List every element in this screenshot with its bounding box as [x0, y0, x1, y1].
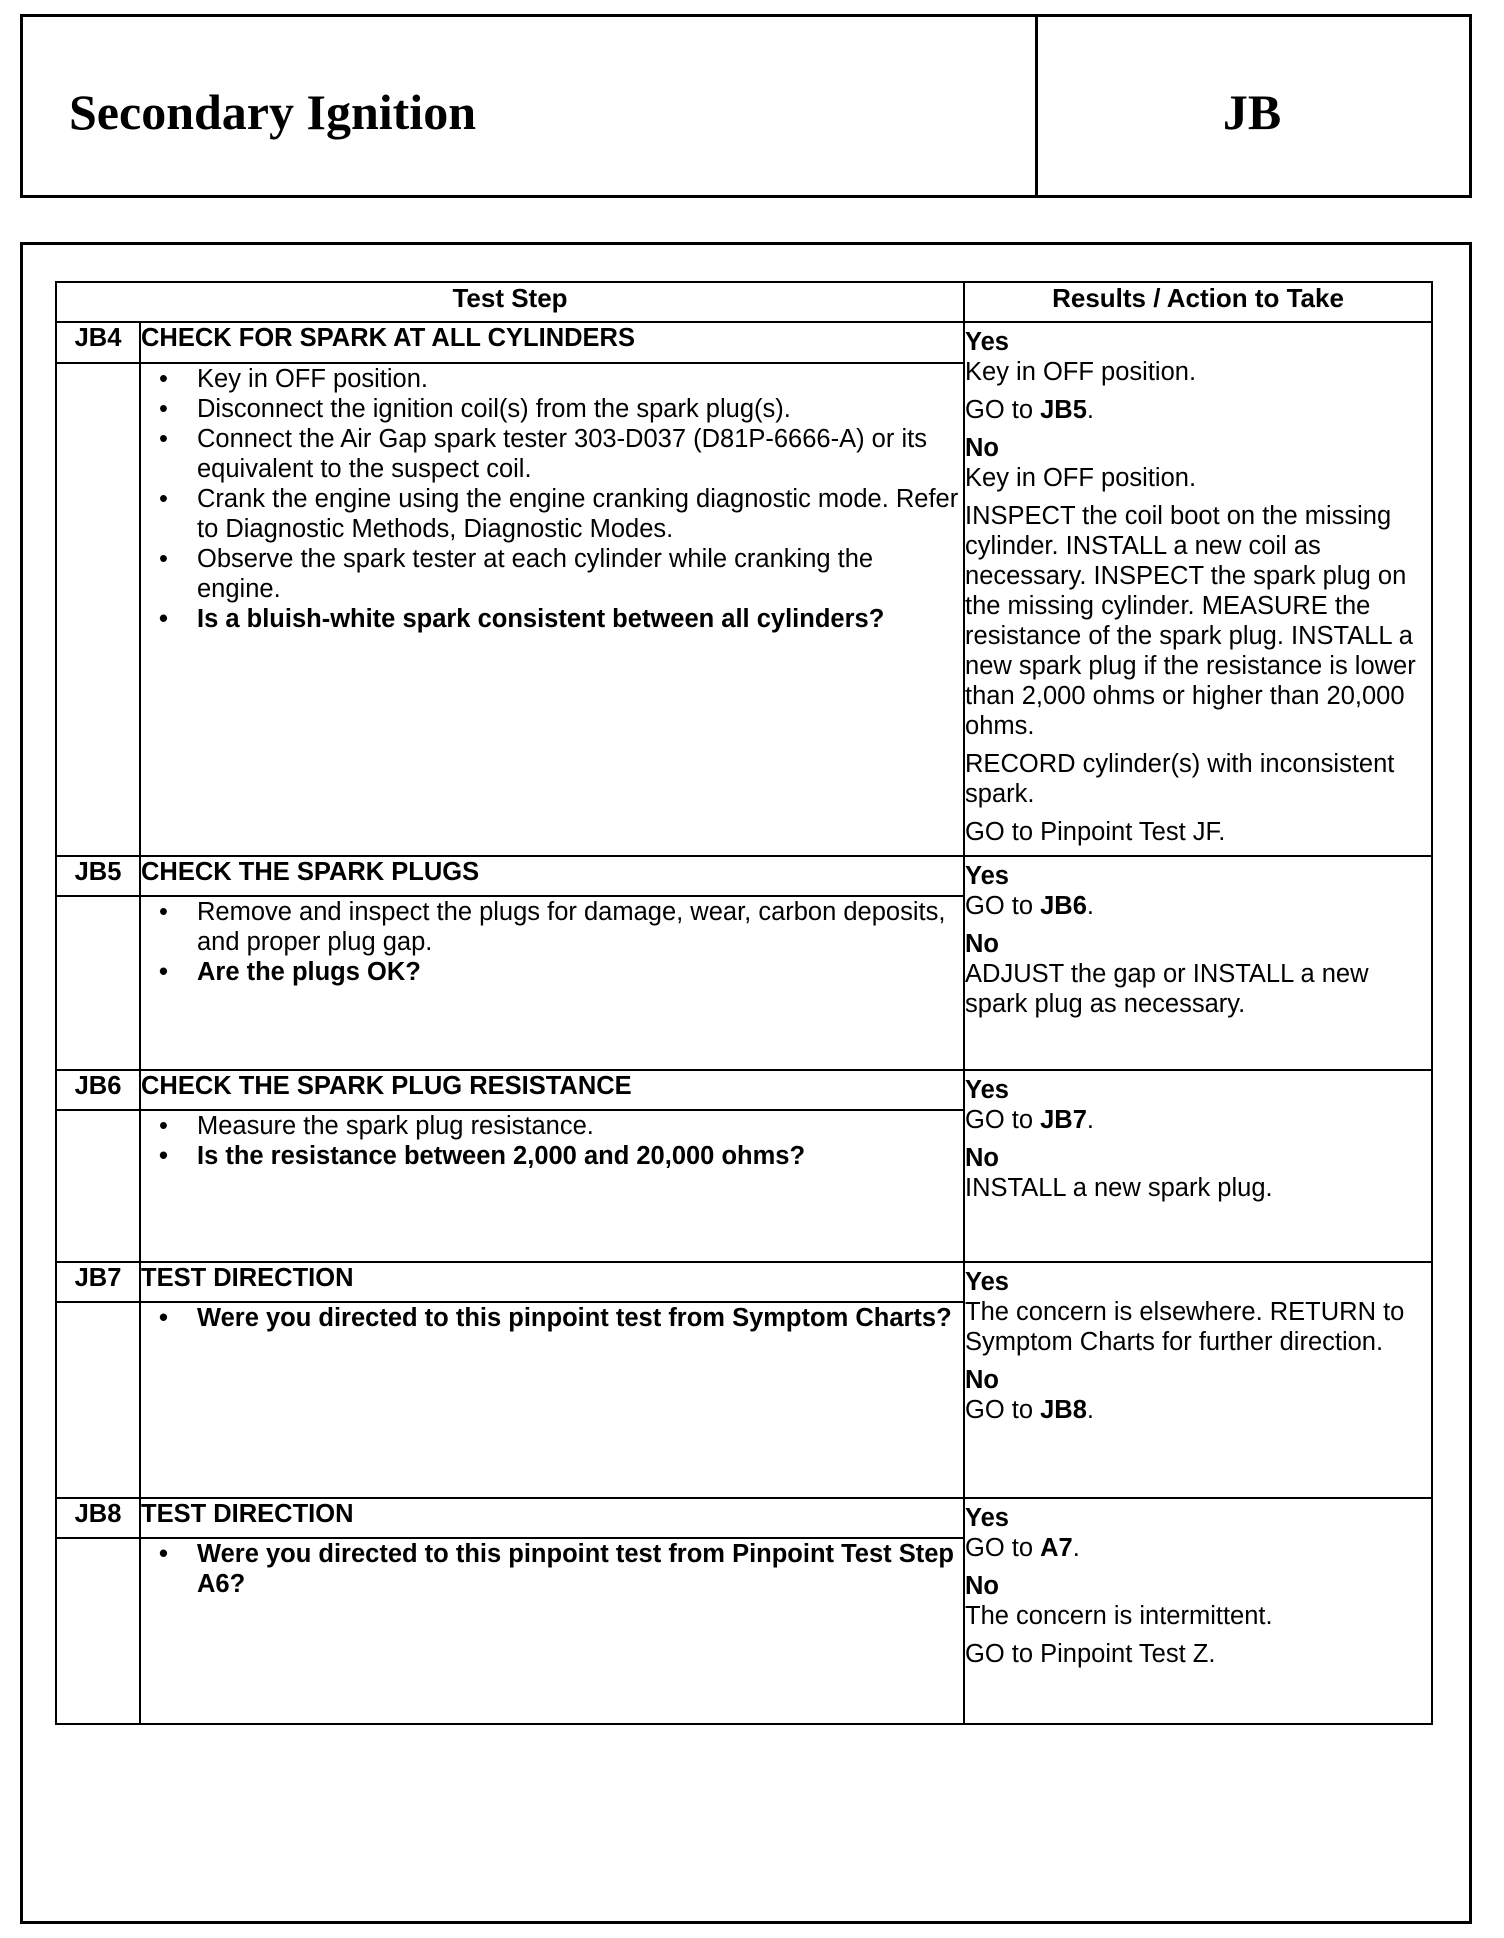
step-id: JB4 — [56, 322, 140, 363]
yes-goto: GO to JB5. — [965, 396, 1094, 424]
instruction-list — [141, 897, 963, 987]
no-label: No — [965, 1572, 1000, 1600]
step-title-row — [56, 1498, 1432, 1538]
instruction-list — [141, 1111, 963, 1171]
test-step-table — [55, 281, 1433, 1725]
goto-prefix: GO to — [965, 892, 1041, 920]
no-label: No — [965, 1366, 1000, 1394]
instruction-item: • Connect the Air Gap spark tester 303-D037 (D81P-6666-A) or its equivalent to the suspect coil. — [197, 424, 963, 484]
instruction-list — [141, 364, 963, 634]
no-action: Key in OFF position. — [965, 464, 1197, 492]
step-title: TEST DIRECTION — [140, 1262, 964, 1302]
step-result — [964, 1498, 1432, 1724]
yes-goto: GO to JB7. — [965, 1106, 1094, 1134]
table-header-row — [56, 282, 1432, 322]
yes-action: Key in OFF position. — [965, 358, 1197, 386]
step-id-spacer — [56, 1538, 140, 1724]
goto-target: JB7 — [1040, 1106, 1087, 1134]
yes-label: Yes — [965, 862, 1009, 890]
instruction-item: • Observe the spark tester at each cylinder while cranking the engine. — [197, 544, 963, 604]
goto-prefix: GO to — [965, 1106, 1041, 1134]
yes-goto: GO to A7. — [965, 1534, 1080, 1562]
step-instructions — [140, 1110, 964, 1262]
step-id-spacer — [56, 896, 140, 1070]
no-goto: GO to JB8. — [965, 1396, 1094, 1424]
step-title-row — [56, 856, 1432, 896]
no-action: INSPECT the coil boot on the missing cylinder. INSTALL a new coil as necessary. INSPECT the spark plug on the missing cylinder. MEASURE the resistance of the spark plug. INSTALL a new spark plug if the resistance is lower than 2,000 ohms or higher than 20,000 ohms. — [965, 502, 1416, 740]
goto-target: JB5 — [1040, 396, 1087, 424]
instruction-list — [141, 1303, 963, 1333]
goto-target: JB8 — [1040, 1396, 1087, 1424]
step-id-spacer — [56, 363, 140, 856]
no-action: ADJUST the gap or INSTALL a new spark plug as necessary. — [965, 960, 1369, 1018]
header-box — [20, 14, 1472, 198]
goto-prefix: GO to — [965, 396, 1041, 424]
no-action: The concern is intermittent. — [965, 1602, 1273, 1630]
step-result — [964, 1262, 1432, 1498]
yes-label: Yes — [965, 1268, 1009, 1296]
no-action: INSTALL a new spark plug. — [965, 1174, 1273, 1202]
step-title-row — [56, 1070, 1432, 1110]
step-title: TEST DIRECTION — [140, 1498, 964, 1538]
no-action: RECORD cylinder(s) with inconsistent spark. — [965, 750, 1395, 808]
step-result — [964, 1070, 1432, 1262]
step-id: JB5 — [56, 856, 140, 896]
section-title: Secondary Ignition — [69, 84, 477, 140]
step-result — [964, 322, 1432, 856]
step-result — [964, 856, 1432, 1070]
no-label: No — [965, 434, 1000, 462]
no-action: GO to Pinpoint Test JF. — [965, 818, 1226, 846]
instruction-item: • Disconnect the ignition coil(s) from the spark plug(s). — [197, 394, 963, 424]
instruction-item: • Measure the spark plug resistance. — [197, 1111, 963, 1141]
instruction-item: • Crank the engine using the engine cranking diagnostic mode. Refer to Diagnostic Methods, Diagnostic Modes. — [197, 484, 963, 544]
instruction-item: • Remove and inspect the plugs for damage, wear, carbon deposits, and proper plug gap. — [197, 897, 963, 957]
step-question: • Were you directed to this pinpoint test from Pinpoint Test Step A6? — [197, 1539, 963, 1599]
step-question: • Are the plugs OK? — [197, 957, 963, 987]
column-header-results: Results / Action to Take — [964, 282, 1432, 322]
yes-goto: GO to JB6. — [965, 892, 1094, 920]
column-header-test-step: Test Step — [56, 282, 964, 322]
goto-prefix: GO to — [965, 1396, 1041, 1424]
no-action: GO to Pinpoint Test Z. — [965, 1640, 1216, 1668]
step-instructions — [140, 363, 964, 856]
step-title: CHECK FOR SPARK AT ALL CYLINDERS — [140, 322, 964, 363]
step-title: CHECK THE SPARK PLUG RESISTANCE — [140, 1070, 964, 1110]
goto-target: JB6 — [1040, 892, 1087, 920]
instruction-list — [141, 1539, 963, 1599]
step-title: CHECK THE SPARK PLUGS — [140, 856, 964, 896]
content-box — [20, 242, 1472, 1924]
step-instructions — [140, 1302, 964, 1498]
section-code: JB — [1222, 84, 1282, 140]
step-id: JB8 — [56, 1498, 140, 1538]
step-question: • Is a bluish-white spark consistent between all cylinders? — [197, 604, 963, 634]
step-question: • Is the resistance between 2,000 and 20,000 ohms? — [197, 1141, 963, 1171]
goto-target: A7 — [1040, 1534, 1073, 1562]
step-title-row — [56, 1262, 1432, 1302]
yes-label: Yes — [965, 328, 1009, 356]
step-question: • Were you directed to this pinpoint test from Symptom Charts? — [197, 1303, 963, 1333]
step-title-row — [56, 322, 1432, 363]
step-id: JB6 — [56, 1070, 140, 1110]
no-label: No — [965, 1144, 1000, 1172]
yes-label: Yes — [965, 1504, 1009, 1532]
step-id: JB7 — [56, 1262, 140, 1302]
no-label: No — [965, 930, 1000, 958]
step-instructions — [140, 896, 964, 1070]
step-instructions — [140, 1538, 964, 1724]
step-id-spacer — [56, 1302, 140, 1498]
yes-label: Yes — [965, 1076, 1009, 1104]
goto-prefix: GO to — [965, 1534, 1041, 1562]
step-id-spacer — [56, 1110, 140, 1262]
instruction-item: • Key in OFF position. — [197, 364, 963, 394]
yes-action: The concern is elsewhere. RETURN to Symptom Charts for further direction. — [965, 1298, 1405, 1356]
